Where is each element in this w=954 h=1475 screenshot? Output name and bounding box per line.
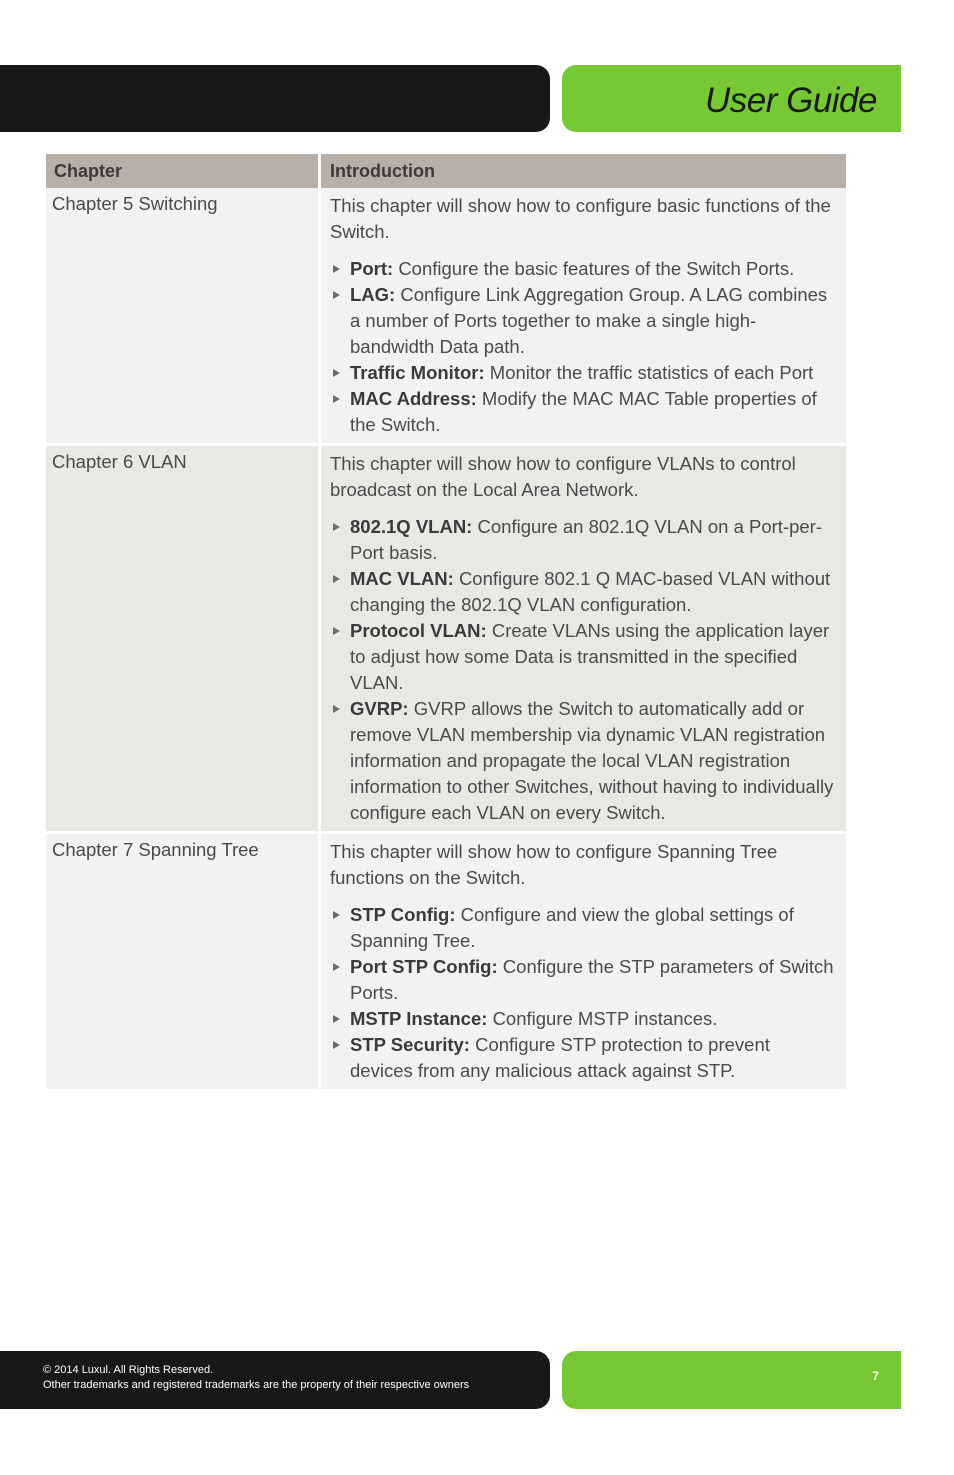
column-header-introduction: Introduction: [318, 154, 846, 188]
feature-term: Port STP Config:: [350, 956, 498, 977]
feature-term: Port:: [350, 258, 394, 279]
chapter-name: Chapter 5 Switching: [46, 188, 318, 443]
list-item: [330, 360, 836, 386]
triangle-bullet-icon: [333, 395, 340, 403]
triangle-bullet-icon: [333, 523, 340, 531]
list-item: [330, 256, 836, 282]
chapter-introduction: [318, 831, 846, 1089]
copyright-notice: © 2014 Luxul. All Rights Reserved.: [43, 1364, 214, 1376]
footer-green-bar: [562, 1351, 901, 1409]
header-black-bar: [0, 65, 550, 132]
feature-description: GVRP allows the Switch to automatically add or remove VLAN membership via dynamic VLAN registration information and propagate the local VLAN registration information to other Switches, without having to individually configure each VLAN on every Switch.: [350, 698, 834, 823]
feature-term: STP Config:: [350, 904, 456, 925]
feature-term: LAG:: [350, 284, 396, 305]
document-title: User Guide: [704, 81, 877, 120]
chapter-introduction: [318, 443, 846, 831]
trademark-notice: Other trademarks and registered trademarks are the property of their respective owners: [43, 1379, 470, 1391]
feature-description: Configure and view the global settings of Spanning Tree.: [350, 904, 794, 951]
intro-paragraph: This chapter will show how to configure basic functions of the Switch.: [330, 195, 831, 242]
list-item: [330, 566, 836, 618]
table-row-chapter-7: [46, 831, 846, 1089]
feature-term: MAC Address:: [350, 388, 477, 409]
intro-paragraph: This chapter will show how to configure Spanning Tree functions on the Switch.: [330, 841, 778, 888]
triangle-bullet-icon: [333, 369, 340, 377]
feature-term: Traffic Monitor:: [350, 362, 485, 383]
feature-list: [330, 256, 836, 438]
feature-description: Configure Link Aggregation Group. A LAG combines a number of Ports together to make a single high-bandwidth Data path.: [350, 284, 828, 357]
feature-term: STP Security:: [350, 1034, 470, 1055]
chapter-introduction: [318, 188, 846, 443]
list-item: [330, 1006, 836, 1032]
chapter-table: [46, 154, 846, 1089]
triangle-bullet-icon: [333, 291, 340, 299]
feature-term: MSTP Instance:: [350, 1008, 488, 1029]
list-item: [330, 514, 836, 566]
feature-description: Create VLANs using the application layer to adjust how some Data is transmitted in the specified VLAN.: [350, 620, 830, 693]
feature-description: Configure an 802.1Q VLAN on a Port-per-Port basis.: [350, 516, 822, 563]
feature-description: Configure MSTP instances.: [492, 1008, 718, 1029]
list-item: [330, 696, 836, 826]
table-row-chapter-6: [46, 443, 846, 831]
feature-term: Protocol VLAN:: [350, 620, 487, 641]
triangle-bullet-icon: [333, 911, 340, 919]
triangle-bullet-icon: [333, 627, 340, 635]
page-number: 7: [872, 1369, 879, 1383]
feature-description: Configure 802.1 Q MAC-based VLAN without changing the 802.1Q VLAN configuration.: [350, 568, 831, 615]
triangle-bullet-icon: [333, 1041, 340, 1049]
list-item: [330, 618, 836, 696]
list-item: [330, 1032, 836, 1084]
header-green-bar: [562, 65, 901, 132]
footer-text: [43, 1363, 469, 1393]
feature-list: [330, 902, 836, 1084]
feature-description: Monitor the traffic statistics of each Port: [489, 362, 814, 383]
list-item: [330, 386, 836, 438]
list-item: [330, 282, 836, 360]
feature-term: MAC VLAN:: [350, 568, 454, 589]
feature-description: Configure the STP parameters of Switch Ports.: [350, 956, 834, 1003]
chapter-name: Chapter 6 VLAN: [46, 443, 318, 831]
list-item: [330, 902, 836, 954]
feature-description: Configure STP protection to prevent devices from any malicious attack against STP.: [350, 1034, 770, 1081]
triangle-bullet-icon: [333, 265, 340, 273]
list-item: [330, 954, 836, 1006]
chapter-name: Chapter 7 Spanning Tree: [46, 831, 318, 1089]
table-row-chapter-5: [46, 188, 846, 443]
feature-list: [330, 514, 836, 826]
triangle-bullet-icon: [333, 1015, 340, 1023]
triangle-bullet-icon: [333, 575, 340, 583]
triangle-bullet-icon: [333, 705, 340, 713]
feature-term: GVRP:: [350, 698, 409, 719]
footer-black-bar: [0, 1351, 550, 1409]
table-header-row: [46, 154, 846, 188]
triangle-bullet-icon: [333, 963, 340, 971]
feature-term: 802.1Q VLAN:: [350, 516, 473, 537]
feature-description: Modify the MAC MAC Table properties of the Switch.: [350, 388, 817, 435]
feature-description: Configure the basic features of the Switch Ports.: [398, 258, 795, 279]
intro-paragraph: This chapter will show how to configure VLANs to control broadcast on the Local Area Network.: [330, 453, 796, 500]
column-header-chapter: Chapter: [46, 154, 318, 188]
